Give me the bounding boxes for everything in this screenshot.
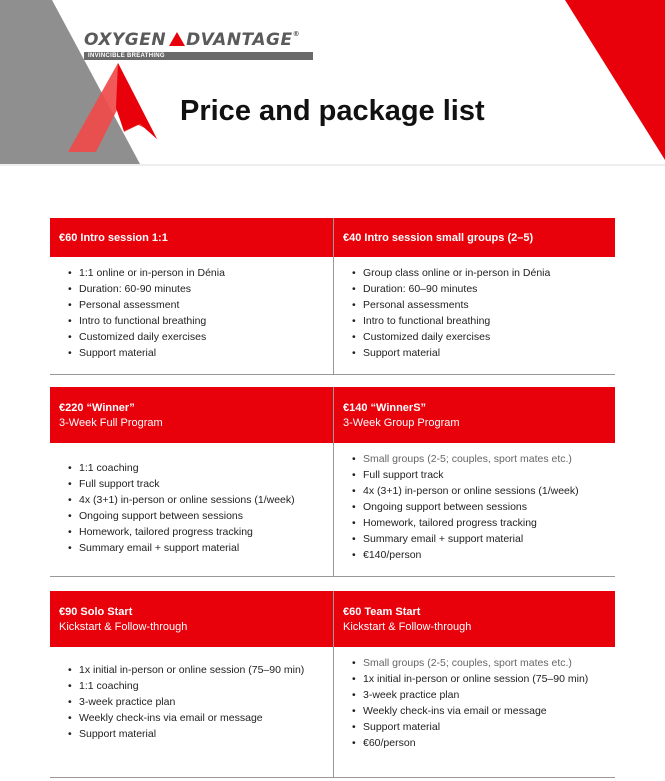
list-item: • Summary email + support material (79, 540, 325, 556)
list-item: • 4x (3+1) in-person or online sessions (1/week) (363, 483, 607, 499)
package-price-title: €220 “Winner” (59, 401, 135, 414)
list-item: • Summary email + support material (363, 531, 607, 547)
package-subtitle: Kickstart & Follow-through (59, 620, 188, 633)
package-intro-1to1 (50, 218, 333, 374)
package-subtitle: Kickstart & Follow-through (343, 620, 472, 633)
package-row-1 (50, 218, 615, 375)
package-price-title: €90 Solo Start (59, 605, 133, 618)
registered-mark: ® (292, 30, 301, 38)
list-item: • 3-week practice plan (79, 694, 325, 710)
list-item: • 4x (3+1) in-person or online sessions (1/week) (79, 492, 325, 508)
list-item: • Intro to functional breathing (79, 313, 325, 329)
package-details (50, 257, 333, 374)
package-header (50, 218, 333, 257)
brand-name-part2: DVANTAGE (186, 30, 293, 50)
list-item: • Small groups (2-5; couples, sport mates etc.) (363, 655, 607, 671)
package-row-3 (50, 591, 615, 778)
list-item: • Weekly check-ins via email or message (79, 710, 325, 726)
list-item: • Customized daily exercises (363, 329, 607, 345)
package-details (50, 443, 333, 576)
page-title: Price and package list (180, 95, 485, 127)
brand-logo (84, 30, 313, 60)
list-item: • Support material (79, 345, 325, 361)
list-item: • Support material (79, 726, 325, 742)
list-item: • €140/person (363, 547, 607, 563)
list-item: • 1:1 coaching (79, 460, 325, 476)
list-item: • Support material (363, 719, 607, 735)
package-price-title: €40 Intro session small groups (2–5) (343, 231, 534, 244)
package-details (334, 647, 615, 777)
package-header (334, 218, 615, 257)
list-item: • 1:1 coaching (79, 678, 325, 694)
list-item: • 1x initial in-person or online session (75–90 min) (363, 671, 607, 687)
package-subtitle: 3-Week Group Program (343, 416, 460, 429)
package-subtitle: 3-Week Full Program (59, 416, 163, 429)
list-item: • Homework, tailored progress tracking (79, 524, 325, 540)
list-item: • Personal assessments (363, 297, 607, 313)
list-item: • Homework, tailored progress tracking (363, 515, 607, 531)
package-details (50, 647, 333, 777)
package-header (334, 591, 615, 647)
list-item: • 1:1 online or in-person in Dénia (79, 265, 325, 281)
list-item: • Personal assessment (79, 297, 325, 313)
package-intro-small-groups (333, 218, 615, 374)
list-item: • Group class online or in-person in Dénia (363, 265, 607, 281)
package-details (334, 443, 615, 576)
list-item: • Duration: 60-90 minutes (79, 281, 325, 297)
list-item: • Full support track (363, 467, 607, 483)
list-item: • Ongoing support between sessions (363, 499, 607, 515)
package-details (334, 257, 615, 374)
logo-a-triangle-icon (169, 32, 185, 46)
list-item: • Customized daily exercises (79, 329, 325, 345)
brand-name-part1: OXYGEN (84, 30, 167, 50)
list-item: • Weekly check-ins via email or message (363, 703, 607, 719)
red-corner-shape (565, 0, 665, 160)
package-header (334, 387, 615, 443)
list-item: • 3-week practice plan (363, 687, 607, 703)
package-team-start (333, 591, 615, 777)
header-decoration (0, 0, 665, 170)
brand-tagline: INVINCIBLE BREATHING (84, 52, 313, 60)
package-header (50, 387, 333, 443)
package-price-title: €140 “WinnerS” (343, 401, 427, 414)
list-item: • €60/person (363, 735, 607, 751)
list-item: • 1x initial in-person or online session (75–90 min) (79, 662, 325, 678)
list-item: • Ongoing support between sessions (79, 508, 325, 524)
package-solo-start (50, 591, 333, 777)
list-item: • Full support track (79, 476, 325, 492)
package-price-title: €60 Team Start (343, 605, 421, 618)
package-winners-group (333, 387, 615, 576)
package-price-title: €60 Intro session 1:1 (59, 231, 168, 244)
package-header (50, 591, 333, 647)
list-item: • Duration: 60–90 minutes (363, 281, 607, 297)
package-row-2 (50, 387, 615, 577)
package-winner (50, 387, 333, 576)
list-item: • Small groups (2-5; couples, sport mates etc.) (363, 451, 607, 467)
list-item: • Intro to functional breathing (363, 313, 607, 329)
brand-wordmark (84, 30, 313, 50)
list-item: • Support material (363, 345, 607, 361)
